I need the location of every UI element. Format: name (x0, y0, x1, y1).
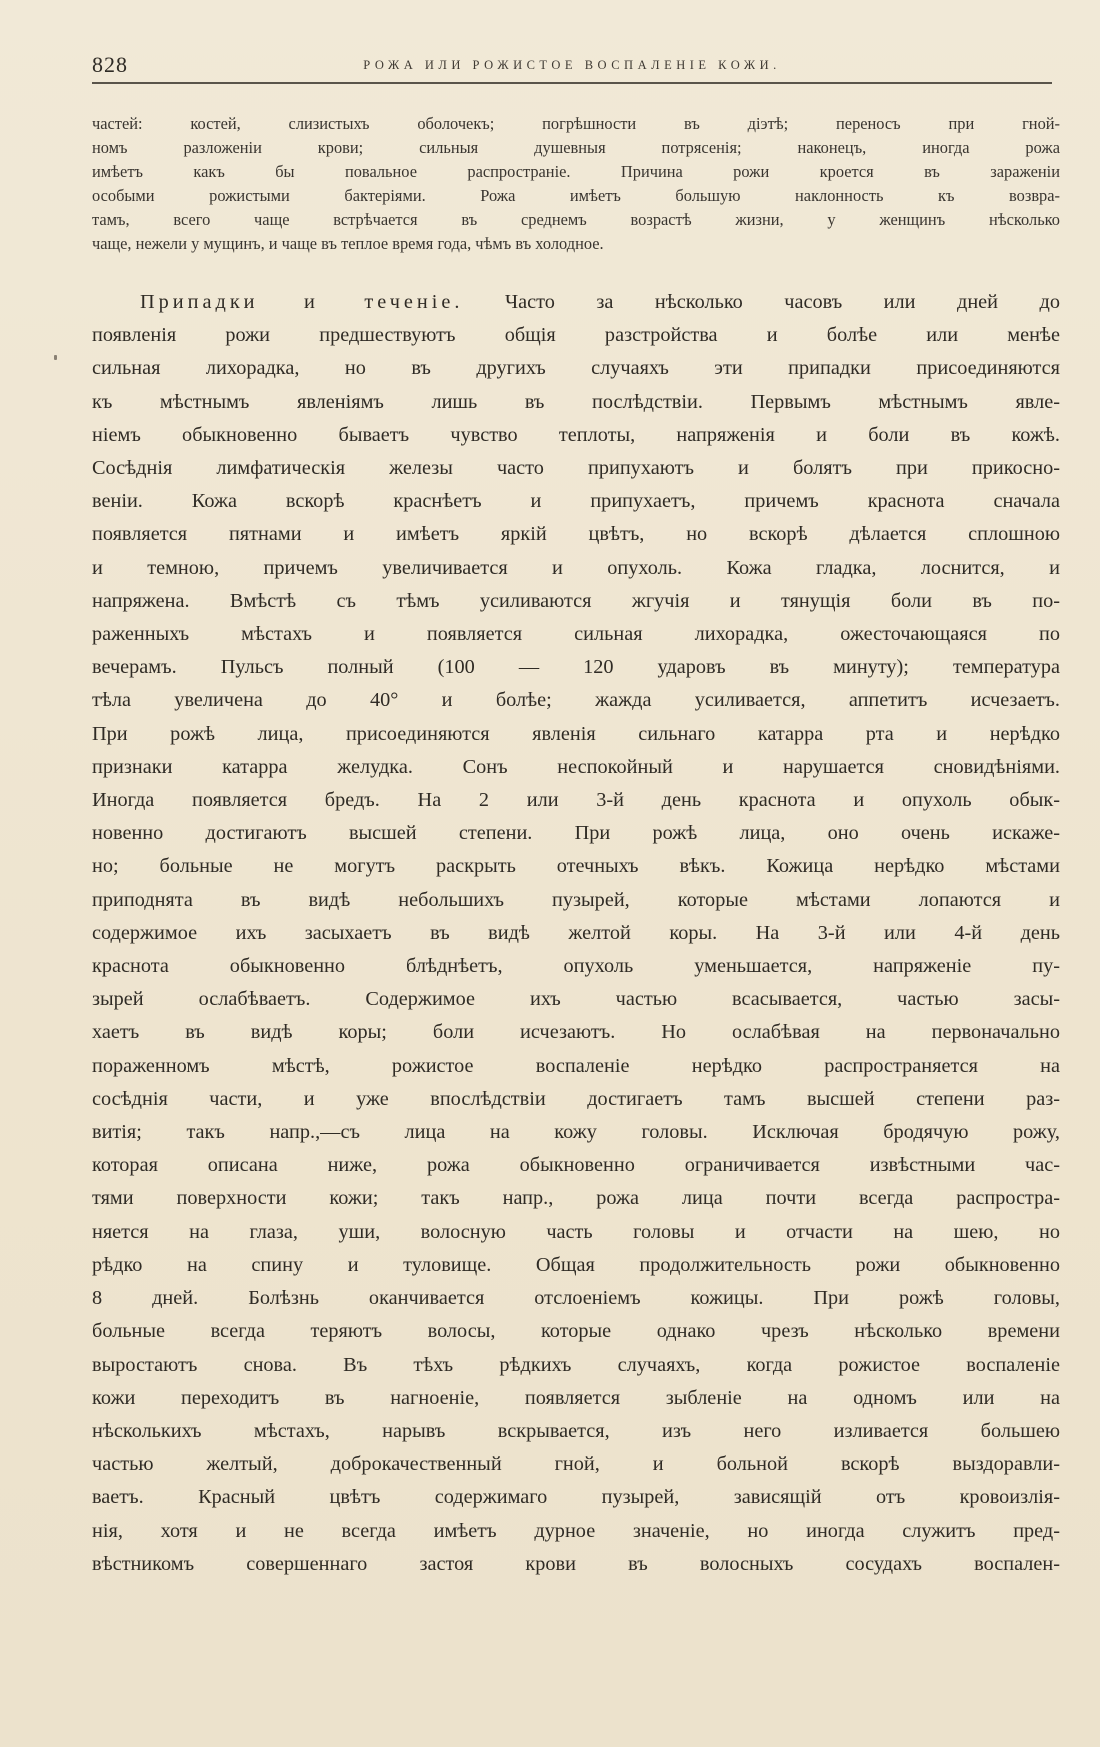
text-line: тамъ, всего чаще встрѣчается въ среднемъ возрастѣ жизни, у женщинъ нѣсколько (92, 210, 1060, 229)
text-line: признаки катарра желудка. Сонъ неспокойный и нарушается сновидѣніями. (92, 755, 1060, 778)
text-line: Иногда появляется бредъ. На 2 или 3-й день краснота и опухоль обык- (92, 789, 1060, 812)
text-line: вечерамъ. Пульсъ полный (100 — 120 ударовъ въ минуту); температура (92, 656, 1060, 679)
text-line: номъ разложеніи крови; сильныя душевныя потрясенія; наконецъ, иногда рожа (92, 138, 1060, 157)
text-line: При рожѣ лица, присоединяются явленія сильнаго катарра рта и нерѣдко (92, 722, 1060, 745)
text-line: кожи переходитъ въ нагноеніе, появляется зыбленіе на одномъ или на (92, 1386, 1060, 1409)
text-line: содержимое ихъ засыхаетъ въ видѣ желтой коры. На 3-й или 4-й день (92, 921, 1060, 944)
text-line: частей: костей, слизистыхъ оболочекъ; погрѣшности въ діэтѣ; переносъ при гной- (92, 114, 1060, 133)
text-line: чаще, нежели у мущинъ, и чаще въ теплое время года, чѣмъ въ холодное. (92, 234, 604, 253)
text-line: веніи. Кожа вскорѣ краснѣетъ и припухаетъ, причемъ краснота сначала (92, 490, 1060, 513)
text-line: ніемъ обыкновенно бываетъ чувство теплоты, напряженія и боли въ кожѣ. (92, 423, 1060, 446)
text-line: появленія рожи предшествуютъ общія разстройства и болѣе или менѣе (92, 324, 1060, 347)
text-line: приподнята въ видѣ небольшихъ пузырей, которые мѣстами лопаются и (92, 888, 1060, 911)
running-title: РОЖА ИЛИ РОЖИСТОЕ ВОСПАЛЕНІЕ КОЖИ. (363, 58, 781, 72)
text-line: выростаютъ снова. Въ тѣхъ рѣдкихъ случаяхъ, когда рожистое воспаленіе (92, 1353, 1060, 1376)
text-line: напряжена. Вмѣстѣ съ тѣмъ усиливаются жгучія и тянущія боли въ по- (92, 589, 1060, 612)
text-line: вѣстникомъ совершеннаго застоя крови въ волосныхъ сосудахъ воспален- (92, 1552, 1060, 1575)
intro-paragraph (92, 112, 1060, 256)
text-line: но; больные не могутъ раскрыть отечныхъ вѣкъ. Кожица нерѣдко мѣстами (92, 855, 1060, 878)
text-line: появляется пятнами и имѣетъ яркій цвѣтъ, но вскорѣ дѣлается сплошною (92, 523, 1060, 546)
text-line: сильная лихорадка, но въ другихъ случаяхъ эти припадки присоединяются (92, 357, 1060, 380)
page-header (92, 52, 1052, 84)
section-heading: Припадки и теченіе. (140, 291, 464, 313)
text-line: краснота обыкновенно блѣднѣетъ, опухоль уменьшается, напряженіе пу- (92, 955, 1060, 978)
text-line: которая описана ниже, рожа обыкновенно ограничивается извѣстными час- (92, 1154, 1060, 1177)
text-line: сосѣднія части, и уже впослѣдствіи достигаетъ тамъ высшей степени раз- (92, 1087, 1060, 1110)
text-line: новенно достигаютъ высшей степени. При рожѣ лица, оно очень искаже- (92, 822, 1060, 845)
text-line: пораженномъ мѣстѣ, рожистое воспаленіе нерѣдко распространяется на (92, 1054, 1060, 1077)
text-line: къ мѣстнымъ явленіямъ лишь въ послѣдствіи. Первымъ мѣстнымъ явле- (92, 390, 1060, 413)
text-line: 8 дней. Болѣзнь оканчивается отслоеніемъ кожицы. При рожѣ головы, (92, 1287, 1060, 1310)
text-line: няется на глаза, уши, волосную часть головы и отчасти на шею, но (92, 1220, 1060, 1243)
page-number: 828 (92, 52, 128, 77)
text-line: больные всегда теряютъ волосы, которые однако чрезъ нѣсколько времени (92, 1320, 1060, 1343)
text-line: зырей ослабѣваетъ. Содержимое ихъ частью всасывается, частью засы- (92, 988, 1060, 1011)
text-line: раженныхъ мѣстахъ и появляется сильная лихорадка, ожесточающаяся по (92, 623, 1060, 646)
text-line: ваетъ. Красный цвѣтъ содержимаго пузырей, зависящій отъ кровоизлія- (92, 1486, 1060, 1509)
text-line: нія, хотя и не всегда имѣетъ дурное значеніе, но иногда служитъ пред- (92, 1519, 1060, 1542)
text-line: хаетъ въ видѣ коры; боли исчезаютъ. Но ослабѣвая на первоначально (92, 1021, 1060, 1044)
text-line: рѣдко на спину и туловище. Общая продолжительность рожи обыкновенно (92, 1253, 1060, 1276)
text-line: витія; такъ напр.,—съ лица на кожу головы. Исключая бродячую рожу, (92, 1121, 1060, 1144)
text-line: имѣетъ какъ бы повальное распространіе. Причина рожи кроется въ зараженіи (92, 162, 1060, 181)
margin-speck (54, 355, 57, 360)
text-line: частью желтый, доброкачественный гной, и больной вскорѣ выздоравли- (92, 1453, 1060, 1476)
text-line: Сосѣднія лимфатическія железы часто припухаютъ и болятъ при прикосно- (92, 457, 1060, 480)
first-line (92, 286, 1060, 319)
first-line-text: Часто за нѣсколько часовъ или дней до (504, 291, 1060, 313)
text-line: особыми рожистыми бактеріями. Рожа имѣетъ большую наклонность къ возвра- (92, 186, 1060, 205)
main-paragraph (92, 286, 1060, 1581)
text-line: и темною, причемъ увеличивается и опухоль. Кожа гладка, лоснится, и (92, 556, 1060, 579)
text-line: тями поверхности кожи; такъ напр., рожа лица почти всегда распростра- (92, 1187, 1060, 1210)
text-line: тѣла увеличена до 40° и болѣе; жажда усиливается, аппетитъ исчезаетъ. (92, 689, 1060, 712)
text-line: нѣсколькихъ мѣстахъ, нарывъ вскрывается, изъ него изливается большею (92, 1419, 1060, 1442)
